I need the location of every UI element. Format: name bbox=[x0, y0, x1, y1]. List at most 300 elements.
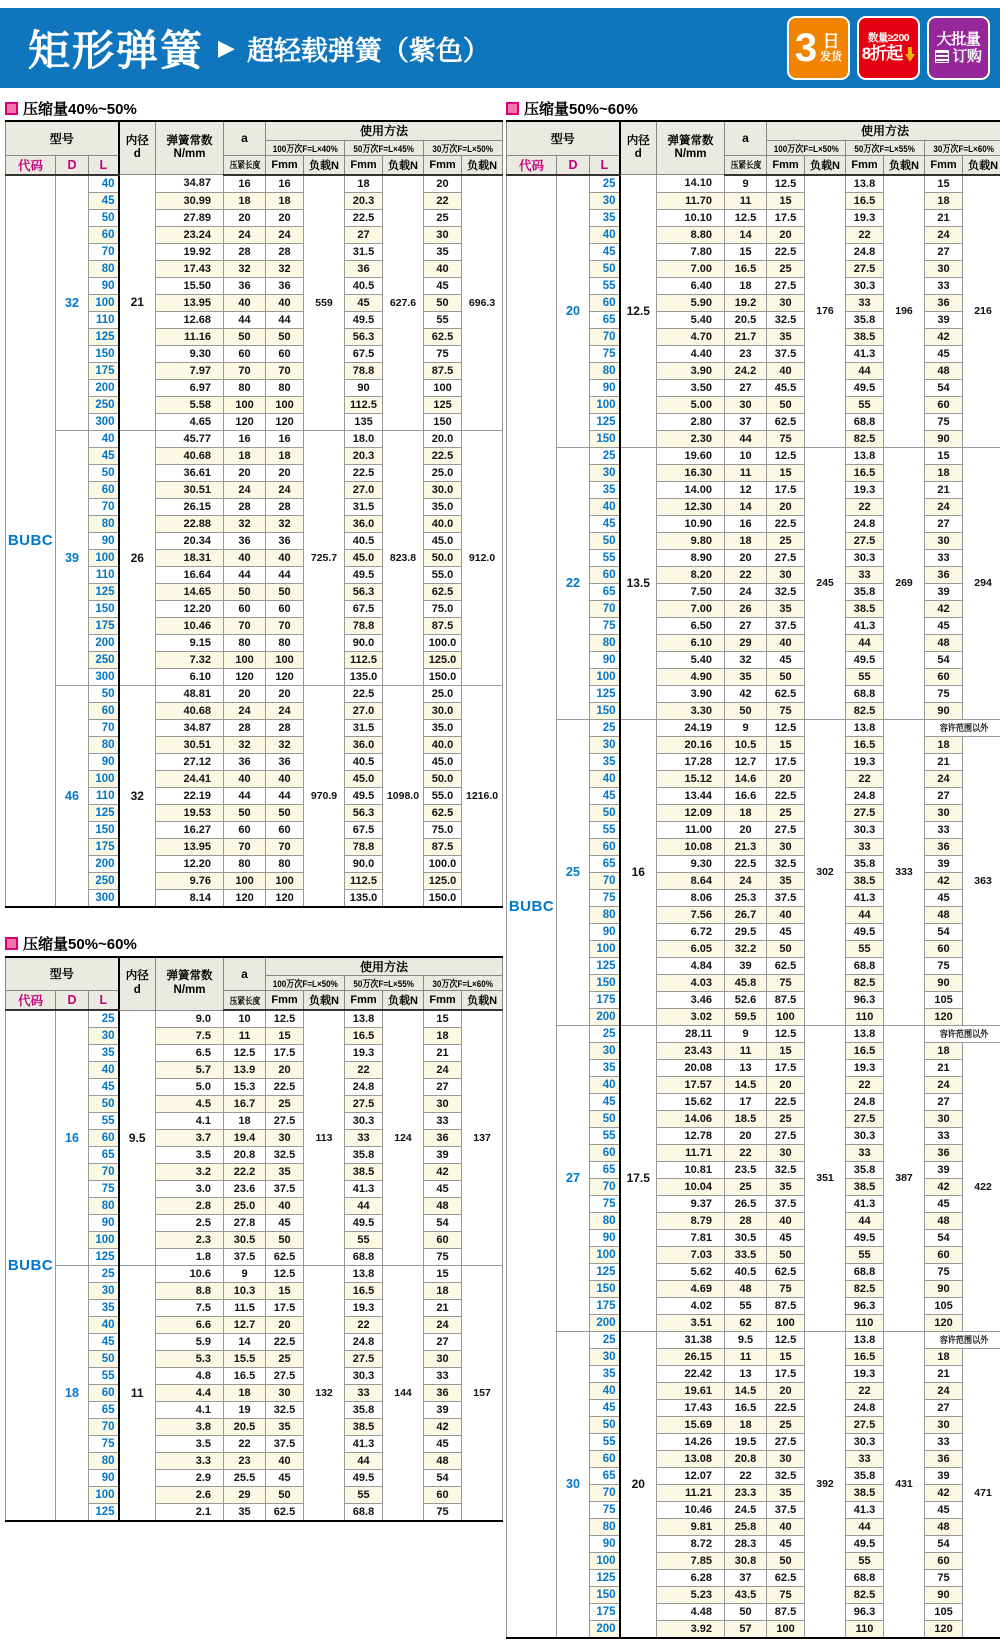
cell-L: 200 bbox=[590, 1314, 620, 1331]
cell-pressed: 20.8 bbox=[224, 1147, 266, 1164]
cell-fmm: 45 bbox=[767, 651, 805, 668]
badge-qty-text: 数量≥200 bbox=[868, 32, 909, 44]
cell-rate: 19.92 bbox=[156, 243, 224, 260]
cell-fmm: 39 bbox=[925, 1161, 963, 1178]
cell-fmm: 24.8 bbox=[846, 1399, 884, 1416]
cell-pressed: 35 bbox=[725, 668, 767, 685]
cell-L: 110 bbox=[89, 787, 119, 804]
cell-fmm: 28 bbox=[266, 498, 304, 515]
cell-fmm: 19.3 bbox=[846, 209, 884, 226]
cell-fmm: 27.5 bbox=[767, 277, 805, 294]
cell-load: 471 bbox=[963, 1348, 1000, 1638]
cell-fmm: 22.5 bbox=[345, 685, 383, 702]
cell-pressed: 20 bbox=[725, 821, 767, 838]
cell-L: 35 bbox=[89, 1045, 119, 1062]
cell-fmm: 75 bbox=[925, 413, 963, 430]
cell-pressed: 28 bbox=[224, 243, 266, 260]
right-column bbox=[506, 98, 994, 1639]
cell-fmm: 22.5 bbox=[767, 1093, 805, 1110]
cell-L: 25 bbox=[590, 1025, 620, 1042]
cell-pressed: 70 bbox=[224, 362, 266, 379]
cell-L: 90 bbox=[590, 651, 620, 668]
cell-pressed: 16 bbox=[224, 175, 266, 193]
header-row bbox=[6, 155, 503, 175]
cell-rate: 7.56 bbox=[657, 906, 725, 923]
cell-rate: 12.20 bbox=[156, 855, 224, 872]
cell-fmm: 68.8 bbox=[345, 1504, 383, 1522]
cell-rate: 14.06 bbox=[657, 1110, 725, 1127]
cell-L: 45 bbox=[590, 515, 620, 532]
cell-L: 35 bbox=[590, 1059, 620, 1076]
cell-fmm: 35.8 bbox=[846, 855, 884, 872]
cell-fmm: 18 bbox=[345, 175, 383, 193]
cell-fmm: 87.5 bbox=[767, 991, 805, 1008]
cell-D: 30 bbox=[557, 1331, 590, 1638]
cell-fmm: 32.5 bbox=[767, 1467, 805, 1484]
cell-L: 250 bbox=[89, 651, 119, 668]
pink-square-icon bbox=[5, 937, 18, 950]
cell-fmm: 18 bbox=[925, 1348, 963, 1365]
cell-L: 45 bbox=[89, 447, 119, 464]
cell-rate: 16.30 bbox=[657, 464, 725, 481]
col-fmm: Fmm bbox=[266, 155, 304, 175]
cell-fmm: 27 bbox=[345, 226, 383, 243]
cell-L: 90 bbox=[590, 923, 620, 940]
cell-L: 80 bbox=[590, 906, 620, 923]
cell-pressed: 32.2 bbox=[725, 940, 767, 957]
cell-fmm: 19.3 bbox=[846, 753, 884, 770]
cell-L: 100 bbox=[590, 940, 620, 957]
cell-rate: 3.90 bbox=[657, 685, 725, 702]
cell-fmm: 54 bbox=[925, 1535, 963, 1552]
cell-fmm: 45 bbox=[767, 923, 805, 940]
cell-pressed: 40 bbox=[224, 770, 266, 787]
cell-fmm: 20 bbox=[767, 498, 805, 515]
cell-pressed: 9 bbox=[725, 1025, 767, 1042]
cell-L: 150 bbox=[89, 600, 119, 617]
cell-rate: 5.90 bbox=[657, 294, 725, 311]
col-load: 负载N bbox=[805, 155, 846, 175]
cell-pressed: 14.5 bbox=[725, 1382, 767, 1399]
cell-fmm: 75 bbox=[767, 702, 805, 719]
cell-rate: 5.62 bbox=[657, 1263, 725, 1280]
cell-L: 150 bbox=[590, 1586, 620, 1603]
cell-fmm: 22.5 bbox=[767, 787, 805, 804]
cell-fmm: 40.0 bbox=[424, 736, 462, 753]
cell-fmm: 27 bbox=[925, 243, 963, 260]
cell-code: BUBC bbox=[6, 175, 56, 907]
cell-L: 50 bbox=[89, 1096, 119, 1113]
cell-fmm: 50 bbox=[767, 396, 805, 413]
cell-pressed: 42 bbox=[725, 685, 767, 702]
cell-fmm: 36 bbox=[925, 1450, 963, 1467]
cell-fmm: 75 bbox=[925, 957, 963, 974]
cell-fmm: 45 bbox=[925, 1195, 963, 1212]
cell-fmm: 75 bbox=[767, 1280, 805, 1297]
cell-rate: 3.7 bbox=[156, 1130, 224, 1147]
cell-pressed: 25.3 bbox=[725, 889, 767, 906]
cell-fmm: 60 bbox=[925, 668, 963, 685]
cell-fmm: 16 bbox=[266, 430, 304, 447]
cell-fmm: 60 bbox=[266, 345, 304, 362]
cell-rate: 2.80 bbox=[657, 413, 725, 430]
cell-fmm: 45 bbox=[424, 1181, 462, 1198]
cell-rate: 13.95 bbox=[156, 294, 224, 311]
cell-fmm: 24.8 bbox=[846, 243, 884, 260]
cell-fmm: 35.8 bbox=[846, 311, 884, 328]
cell-d: 12.5 bbox=[620, 175, 657, 448]
col-rate: 弹簧常数 N/mm bbox=[156, 121, 224, 175]
cell-rate: 9.81 bbox=[657, 1518, 725, 1535]
cell-fmm: 49.5 bbox=[345, 566, 383, 583]
cell-fmm: 35 bbox=[266, 1164, 304, 1181]
cell-fmm: 39 bbox=[925, 583, 963, 600]
cell-rate: 11.71 bbox=[657, 1144, 725, 1161]
cell-fmm: 75 bbox=[767, 1586, 805, 1603]
cell-pressed: 30.5 bbox=[725, 1229, 767, 1246]
cell-fmm: 33 bbox=[424, 1368, 462, 1385]
cell-load: 912.0 bbox=[462, 430, 503, 685]
table-row bbox=[6, 1010, 503, 1028]
col-cycle: 30万次F=L×60% bbox=[925, 140, 1000, 155]
cell-L: 65 bbox=[89, 1147, 119, 1164]
cell-fmm: 30.3 bbox=[846, 821, 884, 838]
cell-rate: 6.50 bbox=[657, 617, 725, 634]
cell-rate: 9.30 bbox=[657, 855, 725, 872]
cell-fmm: 19.3 bbox=[345, 1300, 383, 1317]
title-group bbox=[28, 18, 490, 78]
col-fmm: Fmm bbox=[767, 155, 805, 175]
cell-fmm: 33 bbox=[925, 549, 963, 566]
cell-load: 196 bbox=[884, 175, 925, 448]
cell-pressed: 36 bbox=[224, 532, 266, 549]
cell-fmm: 78.8 bbox=[345, 617, 383, 634]
cell-pressed: 100 bbox=[224, 651, 266, 668]
cell-fmm: 50 bbox=[767, 940, 805, 957]
cell-L: 80 bbox=[89, 1453, 119, 1470]
cell-fmm: 20 bbox=[767, 1382, 805, 1399]
cell-rate: 10.08 bbox=[657, 838, 725, 855]
cell-fmm: 49.5 bbox=[345, 1470, 383, 1487]
cell-fmm: 40 bbox=[767, 906, 805, 923]
col-rate: 弹簧常数 N/mm bbox=[657, 121, 725, 175]
cell-fmm: 13.8 bbox=[846, 1025, 884, 1042]
col-a: a bbox=[224, 957, 266, 991]
cell-fmm: 30 bbox=[424, 1351, 462, 1368]
cell-fmm: 27.0 bbox=[345, 481, 383, 498]
cell-L: 55 bbox=[590, 277, 620, 294]
cell-fmm: 37.5 bbox=[767, 1195, 805, 1212]
cell-pressed: 37.5 bbox=[224, 1249, 266, 1266]
cell-fmm: 25 bbox=[767, 260, 805, 277]
cell-rate: 12.09 bbox=[657, 804, 725, 821]
cell-L: 70 bbox=[89, 498, 119, 515]
cell-d: 32 bbox=[119, 685, 156, 907]
cell-fmm: 120 bbox=[266, 889, 304, 907]
cell-rate: 3.02 bbox=[657, 1008, 725, 1025]
table-row bbox=[507, 447, 1000, 464]
cell-fmm: 48 bbox=[925, 1212, 963, 1229]
cell-pressed: 100 bbox=[224, 872, 266, 889]
cell-pressed: 43.5 bbox=[725, 1586, 767, 1603]
cell-rate: 4.48 bbox=[657, 1603, 725, 1620]
cell-L: 30 bbox=[89, 1028, 119, 1045]
col-fmm: Fmm bbox=[345, 155, 383, 175]
cell-fmm: 110 bbox=[846, 1620, 884, 1638]
cell-pressed: 16.5 bbox=[725, 260, 767, 277]
cell-pressed: 27 bbox=[725, 617, 767, 634]
cell-rate: 14.10 bbox=[657, 175, 725, 193]
cell-fmm: 41.3 bbox=[345, 1436, 383, 1453]
cell-load: 216 bbox=[963, 175, 1000, 448]
cell-rate: 22.19 bbox=[156, 787, 224, 804]
cell-fmm: 70 bbox=[266, 838, 304, 855]
cell-pressed: 9 bbox=[725, 719, 767, 736]
order-form-icon bbox=[935, 50, 949, 63]
cell-L: 125 bbox=[89, 804, 119, 821]
cell-fmm: 30.3 bbox=[846, 1127, 884, 1144]
cell-fmm: 105 bbox=[925, 1297, 963, 1314]
cell-pressed: 19.2 bbox=[725, 294, 767, 311]
cell-fmm: 25.0 bbox=[424, 464, 462, 481]
cell-pressed: 20.8 bbox=[725, 1450, 767, 1467]
cell-pressed: 60 bbox=[224, 345, 266, 362]
cell-L: 75 bbox=[89, 1436, 119, 1453]
header-row bbox=[6, 957, 503, 976]
cell-fmm: 21 bbox=[925, 1059, 963, 1076]
col-pressed: 压紧长度 bbox=[725, 155, 767, 175]
cell-L: 70 bbox=[89, 1419, 119, 1436]
cell-fmm: 62.5 bbox=[266, 1249, 304, 1266]
col-D: D bbox=[56, 991, 89, 1011]
cell-rate: 13.08 bbox=[657, 1450, 725, 1467]
cell-rate: 4.5 bbox=[156, 1096, 224, 1113]
cell-L: 80 bbox=[89, 260, 119, 277]
cell-fmm: 56.3 bbox=[345, 804, 383, 821]
cell-pressed: 120 bbox=[224, 413, 266, 430]
cell-L: 80 bbox=[89, 1198, 119, 1215]
cell-fmm: 30.3 bbox=[846, 1433, 884, 1450]
badge-order-text: 订购 bbox=[952, 48, 981, 65]
cell-fmm: 25 bbox=[767, 1110, 805, 1127]
cell-fmm: 40 bbox=[266, 1453, 304, 1470]
cell-L: 70 bbox=[590, 872, 620, 889]
cell-fmm: 68.8 bbox=[846, 1263, 884, 1280]
cell-d: 20 bbox=[620, 1331, 657, 1638]
col-cycle: 100万次F=L×40% bbox=[266, 140, 345, 155]
cell-rate: 40.68 bbox=[156, 447, 224, 464]
cell-fmm: 35.0 bbox=[424, 719, 462, 736]
cell-fmm: 35.0 bbox=[424, 498, 462, 515]
cell-pressed: 14.5 bbox=[725, 1076, 767, 1093]
cell-fmm: 80 bbox=[266, 855, 304, 872]
cell-fmm: 22 bbox=[846, 770, 884, 787]
cell-fmm: 55 bbox=[345, 1232, 383, 1249]
cell-fmm: 44 bbox=[846, 1212, 884, 1229]
cell-L: 30 bbox=[590, 1042, 620, 1059]
cell-pressed: 50 bbox=[725, 702, 767, 719]
cell-rate: 7.80 bbox=[657, 243, 725, 260]
cell-D: 16 bbox=[56, 1010, 89, 1266]
cell-load: 387 bbox=[884, 1025, 925, 1331]
cell-fmm: 33 bbox=[925, 821, 963, 838]
cell-fmm: 24 bbox=[266, 702, 304, 719]
cell-fmm: 49.5 bbox=[846, 651, 884, 668]
col-load: 负载N bbox=[462, 991, 503, 1011]
cell-fmm: 40.5 bbox=[345, 277, 383, 294]
cell-fmm: 82.5 bbox=[846, 702, 884, 719]
cell-L: 100 bbox=[89, 770, 119, 787]
cell-L: 125 bbox=[89, 1504, 119, 1522]
cell-pressed: 23.6 bbox=[224, 1181, 266, 1198]
cell-L: 50 bbox=[590, 804, 620, 821]
cell-fmm: 35.8 bbox=[345, 1402, 383, 1419]
cell-fmm: 24 bbox=[925, 226, 963, 243]
cell-fmm: 27.0 bbox=[345, 702, 383, 719]
cell-fmm: 22 bbox=[846, 498, 884, 515]
cell-load: 351 bbox=[805, 1025, 846, 1331]
cell-fmm: 42 bbox=[424, 1419, 462, 1436]
cell-pressed: 50 bbox=[224, 804, 266, 821]
cell-fmm: 40 bbox=[767, 1212, 805, 1229]
cell-pressed: 32 bbox=[224, 736, 266, 753]
cell-L: 175 bbox=[89, 617, 119, 634]
cell-pressed: 10 bbox=[725, 447, 767, 464]
cell-pressed: 12.5 bbox=[725, 209, 767, 226]
cell-L: 75 bbox=[590, 345, 620, 362]
col-fmm: Fmm bbox=[266, 991, 304, 1011]
cell-L: 100 bbox=[89, 1487, 119, 1504]
cell-fmm: 16.5 bbox=[846, 1348, 884, 1365]
section-title bbox=[5, 934, 493, 954]
cell-load: 132 bbox=[304, 1266, 345, 1522]
cell-fmm: 31.5 bbox=[345, 498, 383, 515]
cell-fmm: 27.5 bbox=[767, 1127, 805, 1144]
cell-fmm: 36 bbox=[424, 1385, 462, 1402]
cell-fmm: 13.8 bbox=[846, 447, 884, 464]
cell-rate: 5.58 bbox=[156, 396, 224, 413]
cell-fmm: 100 bbox=[767, 1314, 805, 1331]
cell-fmm: 44 bbox=[846, 1518, 884, 1535]
cell-fmm: 45.0 bbox=[424, 753, 462, 770]
cell-pressed: 50 bbox=[725, 1603, 767, 1620]
cell-L: 90 bbox=[590, 379, 620, 396]
cell-rate: 17.28 bbox=[657, 753, 725, 770]
cell-fmm: 40 bbox=[266, 770, 304, 787]
cell-L: 70 bbox=[89, 243, 119, 260]
cell-rate: 2.8 bbox=[156, 1198, 224, 1215]
arrow-right-icon: ▶ bbox=[218, 35, 235, 61]
cell-fmm: 22 bbox=[345, 1062, 383, 1079]
col-model: 型号 bbox=[6, 121, 119, 155]
cell-load: 137 bbox=[462, 1010, 503, 1266]
cell-fmm: 30 bbox=[767, 838, 805, 855]
col-L: L bbox=[89, 991, 119, 1011]
cell-fmm: 56.3 bbox=[345, 328, 383, 345]
cell-fmm: 33 bbox=[925, 1127, 963, 1144]
cell-rate: 3.92 bbox=[657, 1620, 725, 1638]
cell-fmm: 20 bbox=[767, 226, 805, 243]
cell-rate: 7.32 bbox=[156, 651, 224, 668]
cell-fmm: 62.5 bbox=[767, 957, 805, 974]
cell-pressed: 15.3 bbox=[224, 1079, 266, 1096]
col-L: L bbox=[590, 155, 620, 175]
cell-pressed: 30.8 bbox=[725, 1552, 767, 1569]
cell-rate: 4.90 bbox=[657, 668, 725, 685]
cell-L: 75 bbox=[590, 1195, 620, 1212]
cell-rate: 7.03 bbox=[657, 1246, 725, 1263]
cell-pressed: 17 bbox=[725, 1093, 767, 1110]
cell-fmm: 39 bbox=[925, 855, 963, 872]
cell-fmm: 150 bbox=[424, 413, 462, 430]
cell-fmm: 20 bbox=[266, 464, 304, 481]
cell-code: BUBC bbox=[6, 1010, 56, 1521]
cell-fmm: 27.5 bbox=[846, 804, 884, 821]
cell-pressed: 18 bbox=[224, 192, 266, 209]
cell-L: 300 bbox=[89, 413, 119, 430]
cell-d: 9.5 bbox=[119, 1010, 156, 1266]
cell-fmm: 30.0 bbox=[424, 702, 462, 719]
pink-square-icon bbox=[506, 102, 519, 115]
cell-L: 80 bbox=[590, 1518, 620, 1535]
cell-fmm: 31.5 bbox=[345, 719, 383, 736]
cell-L: 200 bbox=[590, 1008, 620, 1025]
cell-fmm: 40 bbox=[266, 549, 304, 566]
cell-fmm: 39 bbox=[424, 1402, 462, 1419]
cell-out-of-range: 容许范围以外 bbox=[925, 1331, 1000, 1348]
cell-fmm: 70 bbox=[266, 362, 304, 379]
cell-L: 60 bbox=[590, 294, 620, 311]
cell-rate: 4.1 bbox=[156, 1113, 224, 1130]
cell-L: 25 bbox=[590, 1331, 620, 1348]
cell-fmm: 44 bbox=[266, 787, 304, 804]
cell-fmm: 20.0 bbox=[424, 430, 462, 447]
col-inner-d: 内径 d bbox=[620, 121, 657, 175]
cell-L: 45 bbox=[590, 787, 620, 804]
cell-fmm: 37.5 bbox=[266, 1181, 304, 1198]
cell-fmm: 90.0 bbox=[345, 855, 383, 872]
cell-rate: 4.65 bbox=[156, 413, 224, 430]
cell-rate: 3.30 bbox=[657, 702, 725, 719]
cell-pressed: 29.5 bbox=[725, 923, 767, 940]
cell-rate: 8.80 bbox=[657, 226, 725, 243]
cell-L: 60 bbox=[89, 702, 119, 719]
cell-L: 60 bbox=[590, 566, 620, 583]
cell-rate: 15.12 bbox=[657, 770, 725, 787]
cell-L: 150 bbox=[590, 974, 620, 991]
cell-fmm: 16.5 bbox=[846, 192, 884, 209]
cell-fmm: 41.3 bbox=[846, 1501, 884, 1518]
cell-L: 125 bbox=[590, 413, 620, 430]
cell-pressed: 32 bbox=[224, 260, 266, 277]
cell-fmm: 75.0 bbox=[424, 600, 462, 617]
cell-pressed: 44 bbox=[224, 311, 266, 328]
cell-fmm: 18.0 bbox=[345, 430, 383, 447]
cell-pressed: 11.5 bbox=[224, 1300, 266, 1317]
cell-L: 40 bbox=[590, 498, 620, 515]
cell-fmm: 24 bbox=[266, 226, 304, 243]
cell-fmm: 50.0 bbox=[424, 770, 462, 787]
cell-rate: 3.5 bbox=[156, 1436, 224, 1453]
cell-fmm: 105 bbox=[925, 991, 963, 1008]
cell-fmm: 18 bbox=[925, 1042, 963, 1059]
cell-fmm: 40.5 bbox=[345, 532, 383, 549]
cell-fmm: 120 bbox=[266, 413, 304, 430]
cell-load: 176 bbox=[805, 175, 846, 448]
cell-fmm: 75 bbox=[925, 1569, 963, 1586]
cell-rate: 15.50 bbox=[156, 277, 224, 294]
cell-pressed: 22 bbox=[725, 1144, 767, 1161]
